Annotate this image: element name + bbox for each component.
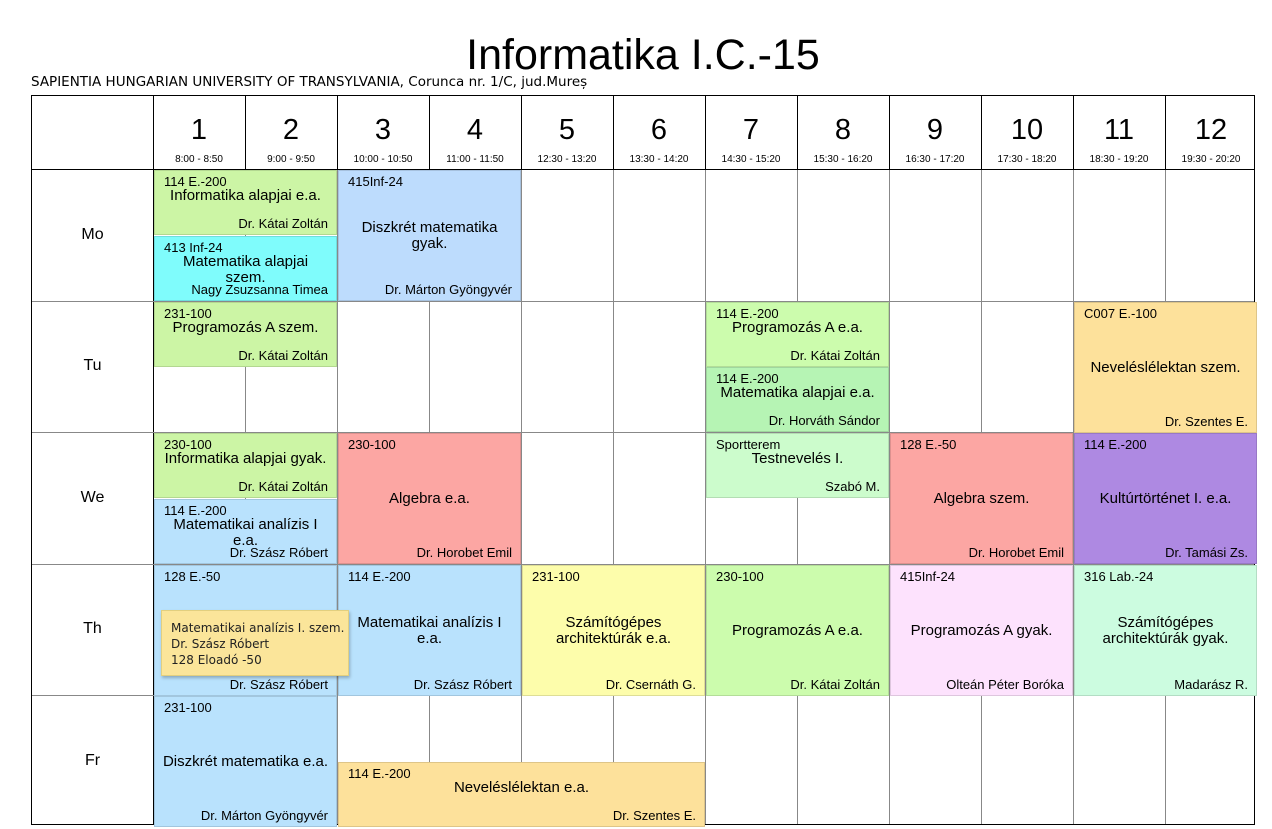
lesson-teacher: Dr. Szentes E. — [612, 808, 696, 823]
lesson-teacher: Dr. Horobet Emil — [416, 545, 512, 560]
lesson-subject: Informatika alapjai e.a. — [170, 187, 321, 204]
tooltip-teacher: Dr. Szász Róbert — [171, 637, 270, 651]
lesson-subject: Matematika alapjai szem. — [182, 253, 309, 286]
lesson-subject: Informatika alapjai gyak. — [164, 450, 327, 467]
lesson-block[interactable] — [154, 696, 337, 827]
lesson-room: 230-100 — [716, 569, 764, 584]
lesson-block[interactable] — [338, 433, 521, 564]
lesson-subject: Diszkrét matematika gyak. — [361, 218, 498, 252]
lesson-teacher: Dr. Kátai Zoltán — [790, 348, 880, 363]
lesson-room: 114 E.-200 — [164, 503, 227, 518]
lesson-room: 114 E.-200 — [164, 174, 227, 189]
lesson-teacher: Nagy Zsuzsanna Timea — [191, 282, 328, 297]
period-time: 18:30 - 19:20 — [1089, 154, 1149, 165]
day-label: Fr — [84, 752, 101, 769]
period-time: 9:00 - 9:50 — [267, 154, 315, 165]
lesson-block[interactable] — [154, 302, 337, 367]
lesson-block[interactable] — [338, 565, 521, 696]
institution-subtitle: SAPIENTIA HUNGARIAN UNIVERSITY OF TRANSYLVANIA, Corunca nr. 1/C, jud.Mureș — [31, 74, 588, 90]
lesson-teacher: Dr. Szentes E. — [1164, 414, 1248, 429]
period-time: 16:30 - 17:20 — [905, 154, 965, 165]
lesson-subject: Matematikai analízis I e.a. — [173, 516, 318, 549]
period-number: 9 — [926, 114, 944, 146]
lesson-subject: Testnevelés I. — [751, 450, 844, 467]
period-time: 8:00 - 8:50 — [175, 154, 223, 165]
lesson-room: 231-100 — [532, 569, 580, 584]
lesson-room: 415Inf-24 — [900, 569, 955, 584]
period-time: 14:30 - 15:20 — [721, 154, 781, 165]
lesson-teacher: Olteán Péter Boróka — [946, 677, 1064, 692]
period-number: 5 — [558, 114, 576, 146]
lesson-block[interactable] — [1074, 302, 1257, 433]
lesson-room: 231-100 — [164, 700, 212, 715]
lesson-subject: Programozás A szem. — [172, 319, 319, 336]
lesson-block[interactable] — [338, 762, 705, 827]
lesson-room: 114 E.-200 — [716, 306, 779, 321]
lesson-teacher: Dr. Márton Gyöngyvér — [384, 282, 512, 297]
period-number: 3 — [374, 114, 392, 146]
period-number: 7 — [742, 114, 760, 146]
lesson-room: 415Inf-24 — [348, 174, 403, 189]
period-number: 10 — [1010, 114, 1044, 146]
grid-vline — [521, 169, 522, 824]
lesson-teacher: Dr. Kátai Zoltán — [238, 348, 328, 363]
lesson-teacher: Dr. Szász Róbert — [229, 545, 328, 560]
period-number: 12 — [1194, 114, 1228, 146]
day-label: Tu — [83, 357, 102, 374]
day-label: Mo — [81, 226, 104, 243]
lesson-block[interactable] — [1074, 433, 1257, 564]
lesson-room: 128 E.-50 — [164, 569, 221, 584]
lesson-teacher: Dr. Csernáth G. — [605, 677, 696, 692]
lesson-teacher: Dr. Szász Róbert — [229, 677, 328, 692]
period-time: 19:30 - 20:20 — [1181, 154, 1241, 165]
lesson-subject: Programozás A gyak. — [910, 621, 1053, 639]
timetable-title: Informatika I.C.-15 — [466, 31, 820, 79]
day-label: We — [80, 489, 105, 506]
lesson-room: 114 E.-200 — [348, 766, 411, 781]
period-time: 17:30 - 18:20 — [997, 154, 1057, 165]
lesson-block[interactable] — [706, 433, 889, 498]
lesson-block[interactable] — [154, 236, 337, 301]
lesson-teacher: Dr. Márton Gyöngyvér — [200, 808, 328, 823]
lesson-block[interactable] — [890, 433, 1073, 564]
lesson-subject: Matematika alapjai e.a. — [720, 384, 875, 401]
lesson-room: 114 E.-200 — [348, 569, 411, 584]
grid-vline — [613, 169, 614, 824]
lesson-teacher: Dr. Kátai Zoltán — [790, 677, 880, 692]
period-number: 6 — [650, 114, 668, 146]
lesson-room: 230-100 — [348, 437, 396, 452]
day-label: Th — [83, 620, 102, 637]
period-time: 15:30 - 16:20 — [813, 154, 873, 165]
lesson-room: 114 E.-200 — [1084, 437, 1147, 452]
period-time: 13:30 - 14:20 — [629, 154, 689, 165]
lesson-teacher: Dr. Tamási Zs. — [1165, 545, 1248, 560]
lesson-subject: Programozás A e.a. — [732, 319, 863, 336]
lesson-block[interactable] — [706, 302, 889, 367]
lesson-subject: Számítógépes architektúrák gyak. — [1102, 613, 1229, 647]
lesson-subject: Neveléslélektan szem. — [1090, 358, 1241, 376]
lesson-block[interactable] — [154, 499, 337, 564]
lesson-block[interactable] — [154, 433, 337, 498]
period-time: 11:00 - 11:50 — [446, 154, 504, 165]
lesson-teacher: Dr. Horváth Sándor — [768, 413, 880, 428]
lesson-teacher: Dr. Kátai Zoltán — [238, 479, 328, 494]
lesson-block[interactable] — [522, 565, 705, 696]
lesson-block[interactable] — [706, 565, 889, 696]
lesson-block[interactable] — [1074, 565, 1257, 696]
lesson-room: 128 E.-50 — [900, 437, 957, 452]
lesson-block[interactable] — [154, 170, 337, 235]
period-number: 11 — [1103, 114, 1135, 146]
period-number: 2 — [282, 114, 300, 146]
tooltip-room: 128 Eloadó -50 — [171, 653, 262, 667]
lesson-block[interactable] — [890, 565, 1073, 696]
period-number: 1 — [190, 114, 208, 146]
lesson-room: 230-100 — [164, 437, 212, 452]
lesson-subject: Algebra e.a. — [389, 489, 470, 507]
lesson-room: 316 Lab.-24 — [1084, 569, 1154, 584]
period-number: 8 — [834, 114, 852, 146]
lesson-teacher: Madarász R. — [1174, 677, 1248, 692]
lesson-subject: Algebra szem. — [933, 489, 1030, 507]
lesson-teacher: Szabó M. — [825, 479, 880, 494]
lesson-room: 231-100 — [164, 306, 212, 321]
lesson-subject: Diszkrét matematika e.a. — [162, 752, 329, 770]
lesson-subject: Programozás A e.a. — [732, 621, 863, 639]
period-time: 10:00 - 10:50 — [353, 154, 413, 165]
lesson-room: Sportterem — [716, 437, 781, 452]
lesson-subject: Kultúrtörténet I. e.a. — [1099, 489, 1232, 507]
timetable-grid — [31, 95, 1255, 825]
tooltip-subject: Matematikai analízis I. szem. — [171, 621, 345, 635]
lesson-teacher: Dr. Kátai Zoltán — [238, 216, 328, 231]
lesson-teacher: Dr. Szász Róbert — [413, 677, 512, 692]
period-number: 4 — [466, 114, 484, 146]
lesson-room: 114 E.-200 — [716, 371, 779, 386]
lesson-subject: Neveléslélektan e.a. — [453, 779, 590, 796]
lesson-room: 413 Inf-24 — [164, 240, 223, 255]
lesson-tooltip — [161, 610, 349, 676]
lesson-room: C007 E.-100 — [1084, 306, 1157, 321]
lesson-subject: Matematikai analízis I e.a. — [357, 613, 502, 647]
lesson-subject: Számítógépes architektúrák e.a. — [555, 613, 672, 647]
lesson-block[interactable] — [338, 170, 521, 301]
lesson-teacher: Dr. Horobet Emil — [968, 545, 1064, 560]
lesson-block[interactable] — [706, 367, 889, 432]
period-time: 12:30 - 13:20 — [537, 154, 597, 165]
